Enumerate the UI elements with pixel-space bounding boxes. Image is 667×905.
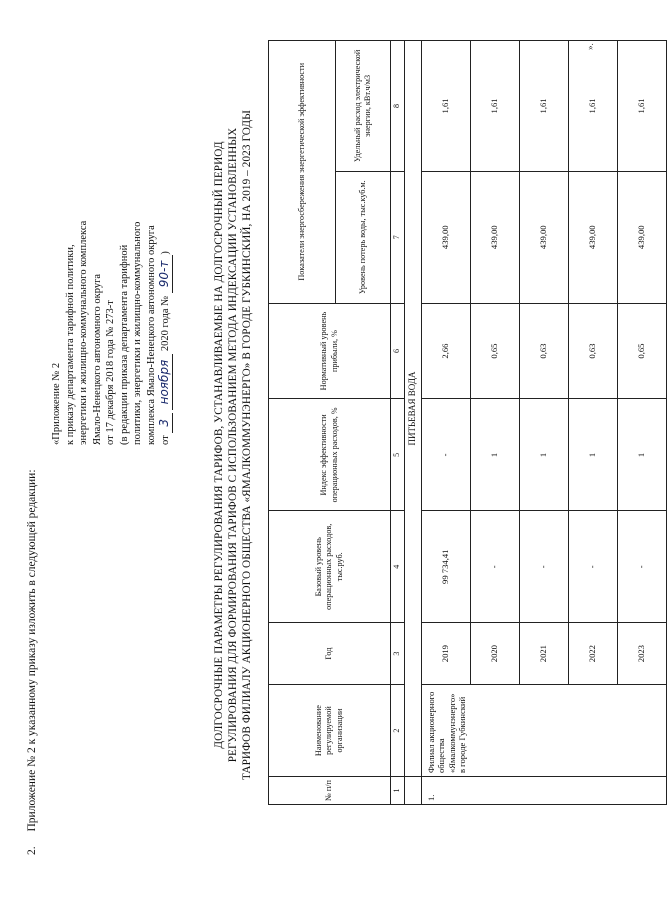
cell-electricity: 1,61 bbox=[568, 41, 617, 172]
cell-profit-level: 0,65 bbox=[617, 303, 666, 399]
cell-base-level: - bbox=[470, 511, 519, 623]
header-energy-group: Показатели энергосбережения энергетической эффективности bbox=[269, 41, 336, 304]
cell-profit-level: 0,65 bbox=[470, 303, 519, 399]
cell-water-loss: 439,00 bbox=[617, 171, 666, 303]
header-water-loss: Уровень потерь воды, тыс.куб.м. bbox=[336, 171, 391, 303]
handwritten-month: ноября bbox=[158, 354, 173, 411]
column-number: 2 bbox=[391, 685, 405, 777]
closing-quote-mark: ». bbox=[585, 43, 595, 50]
appendix-line: к приказу департамента тарифной политики, bbox=[64, 244, 76, 445]
closing-paren: ) bbox=[160, 251, 171, 255]
title-line: РЕГУЛИРОВАНИЯ ДЛЯ ФОРМИРОВАНИЯ ТАРИФОВ С ИСПОЛЬЗОВАНИЕМ МЕТОДА ИНДЕКСАЦИИ УСТАНОВЛЕННЫХ bbox=[227, 127, 239, 763]
handwritten-order-number: 90-т bbox=[158, 255, 173, 294]
date-prefix: от bbox=[160, 435, 171, 445]
cell-profit-level: 2,66 bbox=[421, 303, 470, 399]
table-row bbox=[421, 41, 470, 805]
cell-profit-level: 0,63 bbox=[519, 303, 568, 399]
cell-electricity: 1,61 bbox=[617, 41, 666, 172]
paragraph-number: 2. bbox=[26, 846, 38, 855]
header-base-level: Базовый уровень операционных расходов, тыс.руб. bbox=[269, 511, 391, 623]
cell-year: 2021 bbox=[519, 623, 568, 685]
cell-year: 2020 bbox=[470, 623, 519, 685]
cell-base-level: 99 734,41 bbox=[421, 511, 470, 623]
column-number: 4 bbox=[391, 511, 405, 623]
cell-electricity: 1,61 bbox=[470, 41, 519, 172]
column-number: 5 bbox=[391, 399, 405, 511]
organization-name: Филиал акционерного общества «Ямалкоммунэнерго» в городе Губкинский bbox=[421, 685, 666, 777]
appendix-header bbox=[50, 25, 173, 445]
appendix-line: политики, энергетики и жилищно-коммунального bbox=[132, 221, 143, 445]
cell-water-loss: 439,00 bbox=[568, 171, 617, 303]
appendix-line: от 17 декабря 2018 года № 273-т bbox=[105, 300, 116, 445]
section-row bbox=[404, 41, 421, 805]
cell-water-loss: 439,00 bbox=[421, 171, 470, 303]
cell-base-level: - bbox=[568, 511, 617, 623]
title-line: ТАРИФОВ ФИЛИАЛУ АКЦИОНЕРНОГО ОБЩЕСТВА «ЯМАЛКОММУНЭНЕРГО» В ГОРОДЕ ГУБКИНСКИЙ, НА 2019 – 2023 ГОДЫ bbox=[241, 110, 253, 780]
row-number: 1. bbox=[421, 777, 666, 805]
column-number: 7 bbox=[391, 171, 405, 303]
header-org: Наименование регулируемой организации bbox=[269, 685, 391, 777]
column-number: 8 bbox=[391, 41, 405, 172]
cell-electricity: 1,61 bbox=[421, 41, 470, 172]
cell-year: 2022 bbox=[568, 623, 617, 685]
document-title bbox=[212, 105, 254, 785]
cell-efficiency-index: 1 bbox=[519, 399, 568, 511]
header-year: Год bbox=[269, 623, 391, 685]
header-electricity: Удельный расход электрической энергии, кВт.ч/м3 bbox=[336, 41, 391, 172]
column-number: 6 bbox=[391, 303, 405, 399]
cell-electricity: 1,61 bbox=[519, 41, 568, 172]
cell-base-level: - bbox=[519, 511, 568, 623]
cell-year: 2023 bbox=[617, 623, 666, 685]
tariff-parameters-table bbox=[268, 40, 667, 805]
appendix-line: (в редакции приказа департамента тарифной bbox=[118, 244, 130, 445]
column-number: 3 bbox=[391, 623, 405, 685]
header-num: № п/п bbox=[269, 777, 391, 805]
cell-efficiency-index: 1 bbox=[617, 399, 666, 511]
date-year: 2020 года № bbox=[160, 295, 171, 352]
cell-water-loss: 439,00 bbox=[470, 171, 519, 303]
cell-base-level: - bbox=[617, 511, 666, 623]
paragraph-2 bbox=[26, 469, 38, 855]
appendix-line: комплекса Ямало-Ненецкого автономного округа bbox=[145, 225, 157, 445]
column-number-row bbox=[391, 41, 405, 805]
appendix-line: «Приложение № 2 bbox=[51, 362, 62, 445]
cell-efficiency-index: 1 bbox=[568, 399, 617, 511]
appendix-date-line bbox=[158, 25, 173, 445]
column-number: 1 bbox=[391, 777, 405, 805]
cell-efficiency-index: 1 bbox=[470, 399, 519, 511]
header-efficiency-index: Индекс эффективности операционных расходов, % bbox=[269, 399, 391, 511]
cell-water-loss: 439,00 bbox=[519, 171, 568, 303]
title-line: ДОЛГОСРОЧНЫЕ ПАРАМЕТРЫ РЕГУЛИРОВАНИЯ ТАРИФОВ, УСТАНАВЛИВАЕМЫЕ НА ДОЛГОСРОЧНЫЙ ПЕРИОД bbox=[213, 141, 225, 749]
appendix-line: энергетики и жилищно-коммунального комплекса bbox=[78, 220, 89, 445]
cell-profit-level: 0,63 bbox=[568, 303, 617, 399]
appendix-line: Ямало-Ненецкого автономного округа bbox=[91, 273, 103, 445]
cell-efficiency-index: - bbox=[421, 399, 470, 511]
cell-year: 2019 bbox=[421, 623, 470, 685]
header-profit-level: Нормативный уровень прибыли, % bbox=[269, 303, 391, 399]
paragraph-text: Приложение № 2 к указанному приказу изложить в следующей редакции: bbox=[26, 469, 38, 832]
section-title: ПИТЬЕВАЯ ВОДА bbox=[404, 41, 421, 777]
section-blank bbox=[404, 777, 421, 805]
table-header-row bbox=[269, 41, 336, 805]
handwritten-day: 3 bbox=[158, 413, 173, 433]
